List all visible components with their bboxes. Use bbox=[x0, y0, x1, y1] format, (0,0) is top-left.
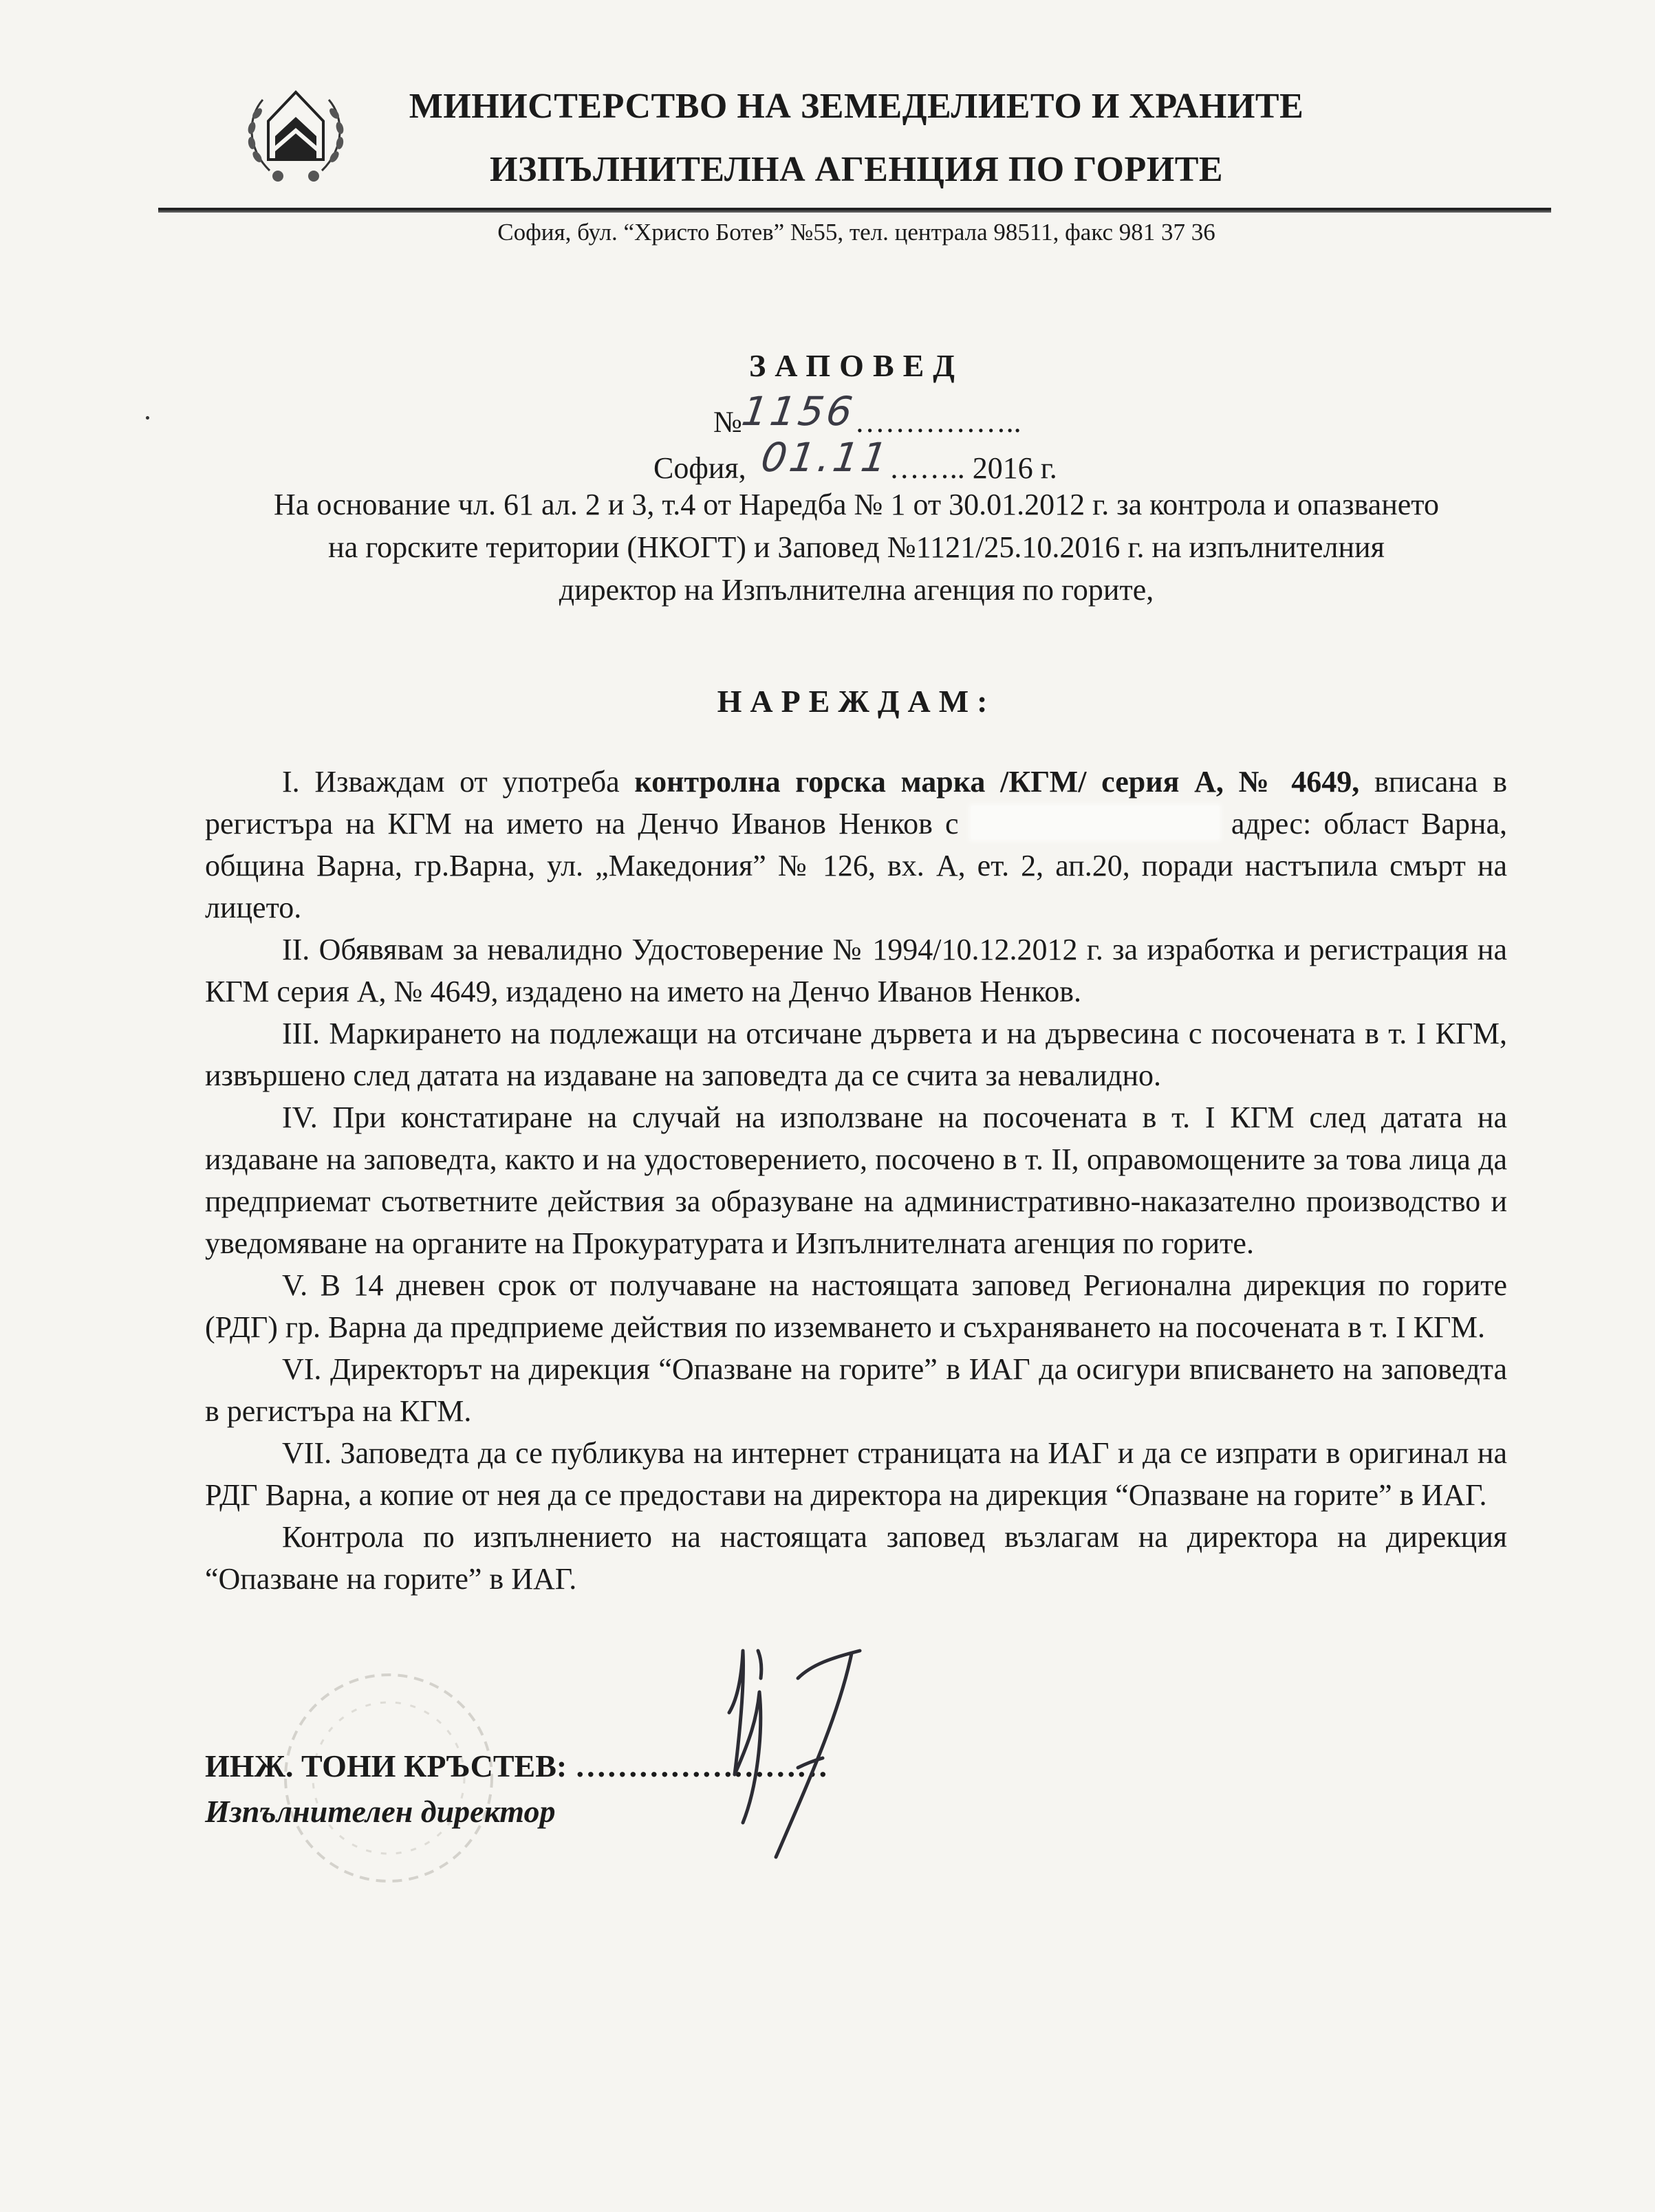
item-1-bold: контролна горска марка /КГМ/ серия А, № 4649, bbox=[634, 765, 1360, 799]
order-item-2: II. Обявявам за невалидно Удостоверение № 1994/10.12.2012 г. за изработка и регистрация на КГМ серия А, № 4649, издадено на името на Денчо Иванов Ненков. bbox=[205, 933, 1507, 1008]
agency-address: София, бул. “Христо Ботев” №55, тел. централа 98511, факс 981 37 36 bbox=[497, 219, 1215, 246]
item-1-end: адрес: област Варна, община Варна, гр.Варна, ул. „Македония” № 126, вх. А, ет. 2, ап.20, поради настъпила смърт на лицето. bbox=[205, 807, 1507, 924]
signatory-title: Изпълнителен директор bbox=[205, 1794, 556, 1829]
agency-emblem-icon bbox=[242, 83, 349, 187]
order-item-1 bbox=[205, 761, 1507, 929]
order-item-7: VII. Заповедта да се публикува на интернет страницата на ИАГ и да се изпрати в оригинал на РДГ Варна, а копие от нея да се предостави на директора на дирекция “Опазване на горите” в ИАГ. bbox=[205, 1436, 1507, 1512]
signatory-name: ИНЖ. ТОНИ КРЪСТЕВ: …………………… bbox=[205, 1748, 828, 1783]
handwritten-signature-icon bbox=[702, 1637, 908, 1864]
order-preamble: На основание чл. 61 ал. 2 и 3, т.4 от Наредба № 1 от 30.01.2012 г. за контрола и опазването на горските територии (НКОГТ) и Заповед №1121/25.10.2016 г. на изпълнителния директор на Изпълнителна агенция по горите, bbox=[274, 488, 1439, 607]
ministry-name: МИНИСТЕРСТВО НА ЗЕМЕДЕЛИЕТО И ХРАНИТЕ bbox=[409, 87, 1304, 126]
order-date bbox=[653, 434, 1057, 489]
order-date-suffix: …….. 2016 г. bbox=[889, 451, 1057, 485]
order-item-5: V. В 14 дневен срок от получаване на настоящата заповед Регионална дирекция по горите (РДГ) гр. Варна да предприеме действия по изземването и съхраняването на посочената в т. I КГМ. bbox=[205, 1268, 1507, 1344]
header-divider bbox=[158, 208, 1551, 210]
scan-speck bbox=[146, 416, 149, 420]
order-item-4: IV. При констатиране на случай на използване на посочената в т. I КГМ след датата на издаване на заповедта, както и на удостоверението, посочено в т. II, оправомощените за това лица да предприемат съответните действия за образуване на административно-наказателно производство и уведомяване на органите на Прокуратурата и Изпълнителната агенция по горите. bbox=[205, 1100, 1507, 1260]
ordering-heading: НАРЕЖДАМ: bbox=[717, 684, 996, 719]
order-body bbox=[205, 761, 1507, 1600]
agency-name: ИЗПЪЛНИТЕЛНА АГЕНЦИЯ ПО ГОРИТЕ bbox=[489, 150, 1224, 189]
redacted-id bbox=[971, 806, 1219, 839]
item-1-mid: вписана в регистъра на КГМ на името на Денчо Иванов Ненков с bbox=[205, 765, 1507, 841]
order-title: ЗАПОВЕД bbox=[749, 348, 964, 383]
order-number-prefix: № bbox=[713, 405, 742, 439]
order-control-clause: Контрола по изпълнението на настоящата заповед възлагам на директора на дирекция “Опазване на горите” в ИАГ. bbox=[205, 1520, 1507, 1596]
order-item-3: III. Маркирането на подлежащи на отсичане дървета и на дървесина с посочената в т. I КГМ, извършено след датата на издаване на заповедта да се счита за невалидно. bbox=[205, 1017, 1507, 1092]
order-date-prefix: София, bbox=[653, 451, 746, 485]
order-number-handwritten: 1156 bbox=[739, 388, 858, 435]
order-date-handwritten: 01.11 bbox=[757, 434, 893, 481]
order-item-6: VI. Директорът на дирекция “Опазване на горите” в ИАГ да осигури вписването на заповедта в регистъра на КГМ. bbox=[205, 1352, 1507, 1428]
item-1-start: I. Изваждам от употреба bbox=[282, 765, 635, 799]
order-number-dots: …………….. bbox=[854, 405, 1021, 439]
